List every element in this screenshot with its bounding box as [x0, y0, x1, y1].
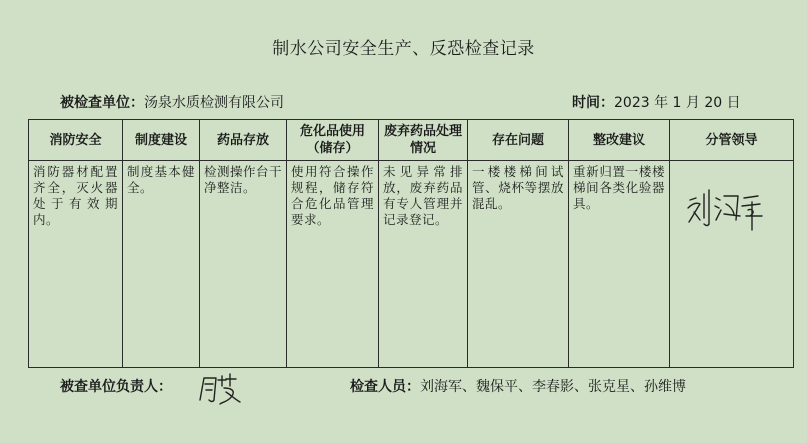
- cell-waste-disposal: 未见异常排放，废弃药品有专人管理并记录登记。: [379, 161, 468, 368]
- header-waste-disposal: 废弃药品处理情况: [379, 120, 468, 161]
- inspectors-value: 刘海军、魏保平、李春影、张克星、孙维博: [420, 379, 686, 395]
- header-existing-problems: 存在问题: [468, 120, 569, 161]
- cell-chemical-storage: 检测操作台干净整洁。: [200, 161, 287, 368]
- header-chemical-storage: 药品存放: [200, 120, 287, 161]
- document-title: 制水公司安全生产、反恐检查记录: [272, 39, 535, 59]
- responsible-label: 被查单位负责人：: [60, 379, 172, 395]
- header-hazardous-chemicals: 危化品使用（储存）: [287, 120, 379, 161]
- inspection-date: [572, 92, 741, 112]
- header-fire-safety: 消防安全: [29, 120, 123, 161]
- inspected-unit-label: 被检查单位：: [60, 95, 144, 111]
- inspectors: [350, 376, 686, 396]
- cell-system-building: 制度基本健全。: [123, 161, 200, 368]
- responsible-person: [60, 376, 172, 396]
- cell-existing-problems: 一楼楼梯间试管、烧杯等摆放混乱。: [468, 161, 569, 368]
- header-info-row: [60, 92, 780, 114]
- header-leader: 分管领导: [670, 120, 794, 161]
- table-row: [29, 161, 794, 368]
- footer-row: [60, 376, 800, 406]
- responsible-signature: [196, 370, 246, 406]
- inspected-unit: [60, 92, 284, 112]
- inspectors-label: 检查人员：: [350, 379, 420, 395]
- cell-rectification: 重新归置一楼楼梯间各类化验器具。: [569, 161, 670, 368]
- leader-signature: [686, 186, 766, 232]
- cell-fire-safety: 消防器材配置齐全，灭火器处于有效期内。: [29, 161, 123, 368]
- cell-hazardous-chemicals: 使用符合操作规程，储存符合危化品管理要求。: [287, 161, 379, 368]
- table-header-row: [29, 120, 794, 161]
- inspection-record-table: [28, 119, 794, 368]
- date-label: 时间：: [572, 95, 614, 111]
- header-rectification: 整改建议: [569, 120, 670, 161]
- header-system-building: 制度建设: [123, 120, 200, 161]
- date-value: 2023 年 1 月 20 日: [614, 95, 741, 111]
- inspected-unit-value: 汤泉水质检测有限公司: [144, 95, 284, 111]
